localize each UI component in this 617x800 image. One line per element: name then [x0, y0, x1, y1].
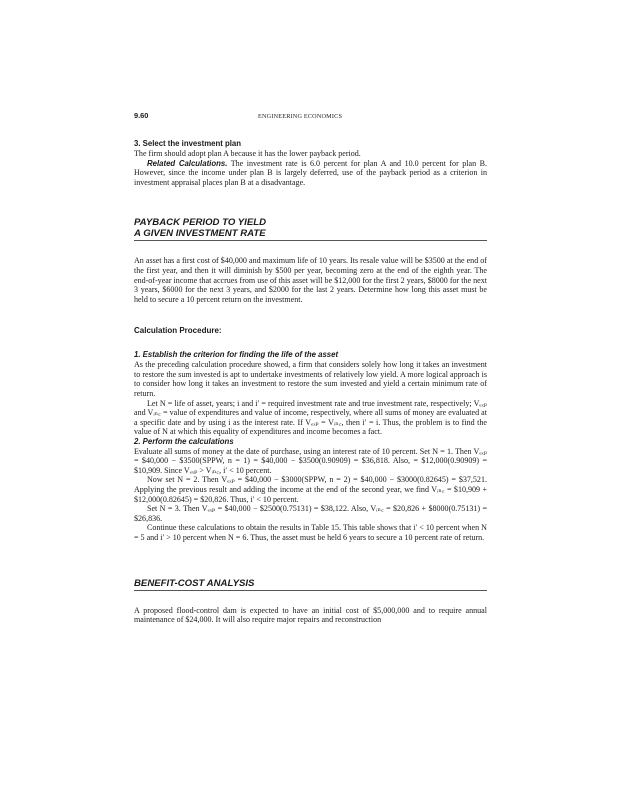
- page-header: [134, 111, 487, 122]
- payback-section-title: [134, 217, 487, 241]
- step-2-paragraph-1: Evaluate all sums of money at the date of purchase, using an interest rate of 10 percent. Set N = 1. Then Vₑₓₚ = $40,000 − $3500(SPPW, n = 1) = $40,000 − $3500(0.90909) = $36,818. Also, = $12,000(0.90909) = $10,909. Since Vₑₓₚ > Vᵢₙ꜀, i′ < 10 percent.: [134, 446, 487, 475]
- step-3-text: The firm should adopt plan A because it has the lower payback period.: [134, 149, 361, 158]
- payback-title-line-1: PAYBACK PERIOD TO YIELD: [134, 217, 267, 229]
- step-1-heading: 1. Establish the criterion for finding the life of the asset: [134, 350, 339, 360]
- step-2-paragraph-4: Continue these calculations to obtain the results in Table 15. This table shows that i′ < 10 percent when N = 5 and i′ > 10 percent when N = 6. Thus, the asset must be held 6 years to secure a 10 percent rate of return.: [134, 523, 487, 543]
- page-content: [134, 111, 487, 625]
- payback-title-line-2: A GIVEN INVESTMENT RATE: [134, 228, 266, 240]
- related-calculations-paragraph: [134, 159, 487, 188]
- step-2-paragraph-3: Set N = 3. Then Vₑₓₚ = $40,000 − $2500(0.75131) = $38,122. Also, Vᵢₙ꜀ = $20,826 + $8000(0.75131) = $26,836.: [134, 504, 487, 523]
- benefit-cost-section-title: BENEFIT-COST ANALYSIS: [134, 578, 487, 591]
- step-3-heading: 3. Select the investment plan: [134, 139, 242, 148]
- step-2-paragraph-2: Now set N = 2. Then Vₑₓₚ = $40,000 − $3000(SPPW, n = 2) = $40,000 − $3000(0.82645) = $37,521. Applying the previous result and adding the income at the end of the second year, we find Vᵢₙ꜀ = $10,909 + $12,000(0.82645) = $20,826. Thus, i′ < 10 percent.: [134, 475, 487, 504]
- payback-problem-statement: An asset has a first cost of $40,000 and maximum life of 10 years. Its resale value will be $3500 at the end of the first year, and then it will diminish by $500 per year, becoming zero at the end of the eighth year. The end-of-year income that accrues from use of this asset will be $12,000 for the first 2 years, $8000 for the next 3 years, $6000 for the next 3 years, and $2000 for the last 2 years. Determine how long this asset must be held to secure a 10 percent return on the investment.: [134, 256, 487, 304]
- benefit-cost-text: A proposed flood-control dam is expected to have an initial cost of $5,000,000 and to require annual maintenance of $24,000. It will also require major repairs and reconstruction: [134, 605, 487, 625]
- calculation-procedure-heading: Calculation Procedure:: [134, 326, 222, 336]
- running-title: ENGINEERING ECONOMICS: [258, 113, 343, 120]
- related-calculations-text: The investment rate is 6.0 percent for plan A and 10.0 percent for plan B. However, since the income under plan B is largely deferred, use of the payback period as a criterion in investment appraisal places plan B at a disadvantage.: [134, 158, 487, 187]
- step-1-paragraph-1: As the preceding calculation procedure showed, a firm that considers solely how long it takes an investment to restore the sum invested is apt to undertake investments of relatively low yield. A more logical approach is to consider how long it takes an investment to restore the sum invested and yield a certain minimum rate of return.: [134, 360, 487, 398]
- step-2-heading: 2. Perform the calculations: [134, 436, 234, 446]
- page-number: 9.60: [134, 111, 149, 120]
- step-1-paragraph-2: Let N = life of asset, years; i and i′ = required investment rate and true investment rate, respectively; Vₑₓₚ and Vᵢₙ꜀ = value of expenditures and value of income, respectively, where all sums of money are evaluated at a specific date and by using i as the interest rate. If Vₑₓₚ = Vᵢₙ꜀, then i′ = i. Thus, the problem is to find the value of N at which this equality of expenditures and income becomes a fact.: [134, 398, 487, 437]
- related-calculations-label: Related Calculations.: [147, 158, 228, 168]
